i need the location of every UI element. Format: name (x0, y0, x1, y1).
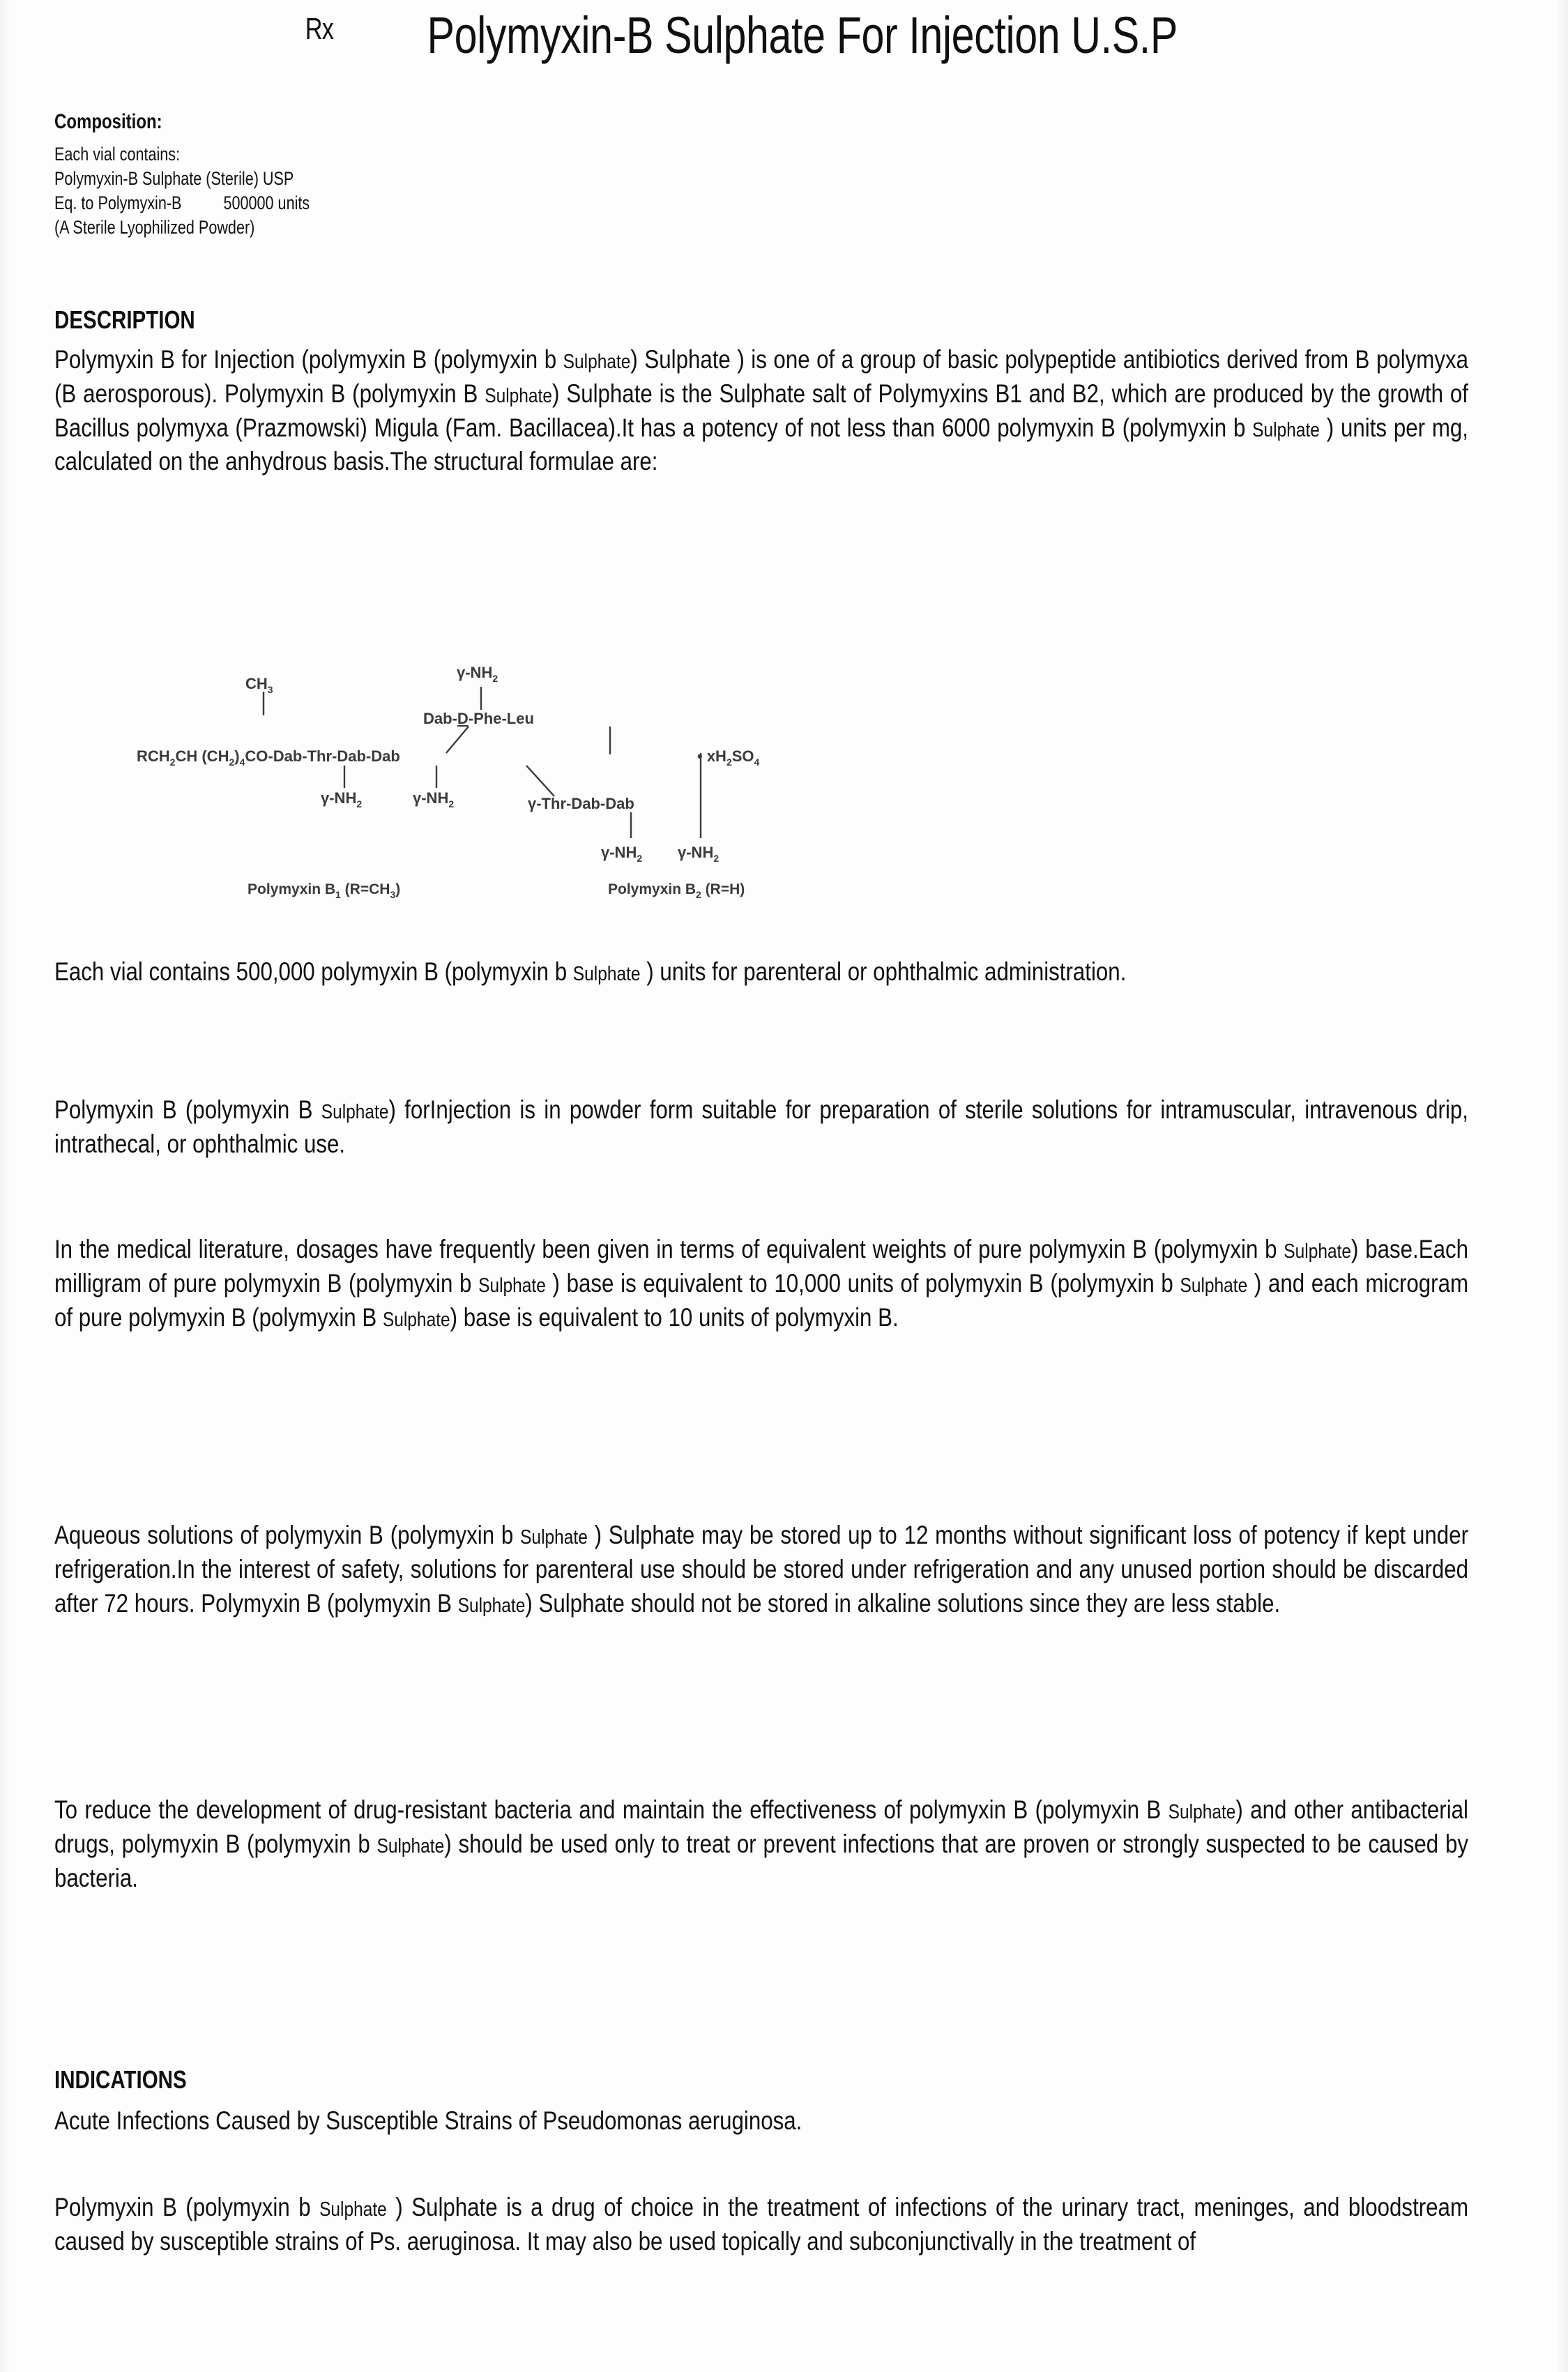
structure-caption-b1: Polymyxin $B_1$ $(R=CH_3)$ (248, 881, 401, 900)
structure-label-dab-phe-leu: Dab-D-Phe-Leu (423, 710, 534, 727)
sulphate-inline: Sulphate (319, 2198, 387, 2221)
text-run: ) Sulphate is the Sulphate salt of Polymyxins B1 and B2, which are produced by the growth of Bacillus polymyxa (Prazmowski) Migula (Fam. Bacillacea).It has a potency of not less than 6000 polymyxin B (polymyxin b (54, 379, 1468, 442)
paragraph-drug-resistance (54, 1793, 1468, 1895)
text-run: ) base.Each milligram of pure polymyxin B (polymyxin b (54, 1235, 1468, 1298)
text-run: ) Sulphate ) is one of a group of basic polypeptide antibiotics derived from B polymyxa (B aerosporous). Polymyxin B (polymyxin B (54, 345, 1468, 408)
bond-line (526, 766, 554, 796)
text-run: ) and each microgram of pure polymyxin B (polymyxin B (54, 1268, 1469, 1332)
paragraph-indications: Acute Infections Caused by Susceptible Strains of Pseudomonas aeruginosa. (54, 2106, 802, 2135)
text-run: Polymyxin B for Injection (polymyxin B (polymyxin b (54, 345, 563, 374)
scan-edge-left (0, 0, 10, 2372)
section-heading-description: DESCRIPTION (54, 305, 195, 334)
composition-heading: Composition: (54, 110, 162, 133)
structure-label-backbone: $RCH_2CH$ $(CH_2)_4CO-Dab-Thr-Dab$-Dab (137, 747, 400, 768)
text-run: Aqueous solutions of polymyxin B (polymyxin b (54, 1521, 521, 1549)
sulphate-inline: Sulphate (572, 963, 641, 985)
sulphate-inline: Sulphate (1168, 1801, 1236, 1823)
chemical-structure-diagram (0, 648, 1568, 906)
text-run: In the medical literature, dosages have frequently been given in terms of equivalent weights of pure polymyxin B (polymyxin b (54, 1235, 1284, 1263)
structure-label-nh2-c1: $\gamma-NH_2$ (601, 844, 643, 864)
composition-line-2: Eq. to Polymyxin-B 500000 units (54, 192, 310, 214)
page-title (0, 6, 1568, 65)
section-heading-indications: INDICATIONS (54, 2065, 187, 2094)
text-run: ) units for parenteral or ophthalmic administration. (640, 957, 1127, 986)
sulphate-inline: Sulphate (382, 1308, 450, 1331)
paragraph-powder-form (54, 1093, 1468, 1162)
text-run: ) base is equivalent to 10 units of polymyxin B. (450, 1302, 899, 1332)
paragraph-each-vial (54, 955, 1468, 989)
text-run: To reduce the development of drug-resistant bacteria and maintain the effectiveness of polymyxin B (polymyxin B (54, 1795, 1169, 1824)
sulphate-inline: Sulphate (457, 1594, 526, 1617)
sulphate-inline: Sulphate (1180, 1274, 1248, 1297)
structure-label-nh2-c2: $\gamma-NH_2$ (678, 844, 720, 864)
rx-symbol-icon: Rx (305, 11, 333, 46)
text-run: ) forInjection is in powder form suitable for preparation of sterile solutions for intramuscular, intravenous drip, intrathecal, or ophthalmic use. (54, 1095, 1468, 1158)
structure-label-thr-dab-dab: γ-Thr-Dab-Dab (528, 795, 634, 812)
paragraph-medical-literature (54, 1233, 1468, 1335)
text-run: ) base is equivalent to 10,000 units of polymyxin B (polymyxin b (545, 1268, 1180, 1298)
scan-edge-right (1557, 0, 1568, 2372)
sulphate-inline: Sulphate (478, 1274, 546, 1297)
text-run: ) Sulphate is a drug of choice in the treatment of infections of the urinary tract, meninges, and bloodstream caused by susceptible strains of Ps. aeruginosa. It may also be used topically and subconjunctivally in the treatment of (54, 2193, 1468, 2256)
paragraph-aqueous-solutions (54, 1519, 1468, 1620)
sulphate-inline: Sulphate (485, 384, 553, 407)
composition-line-3: (A Sterile Lyophilized Powder) (54, 217, 255, 238)
structure-label-nh2-top: $\gamma-NH_2$ (457, 664, 498, 684)
paragraph-description-intro (54, 343, 1468, 479)
sulphate-inline: Sulphate (321, 1101, 389, 1123)
structure-caption-b2: Polymyxin $B_2$ (R=H) (608, 881, 745, 900)
composition-line-0: Each vial contains: (54, 144, 181, 165)
text-run: ) units per mg, calculated on the anhydrous basis.The structural formulae are: (54, 413, 1468, 476)
text-run: ) and other antibacterial drugs, polymyxin B (polymyxin b (54, 1795, 1468, 1858)
structure-label-sulphate-salt: • $xH_2SO_4$ (697, 747, 760, 768)
sulphate-inline: Sulphate (520, 1526, 588, 1549)
composition-block (54, 110, 682, 240)
sulphate-inline: Sulphate (1284, 1240, 1352, 1263)
text-run: Polymyxin B (polymyxin b (54, 2193, 320, 2221)
composition-line-1: Polymyxin-B Sulphate (Sterile) USP (54, 168, 294, 190)
product-title-text: Polymyxin-B Sulphate For Injection U.S.P (427, 6, 1178, 64)
structure-label-nh2-b1: $\gamma-NH_2$ (321, 789, 363, 809)
sulphate-inline: Sulphate (563, 351, 631, 373)
structure-label-nh2-b2: $\gamma-NH_2$ (413, 789, 455, 809)
paragraph-drug-of-choice (54, 2191, 1468, 2259)
sulphate-inline: Sulphate (1252, 418, 1320, 441)
bond-line (446, 727, 469, 753)
text-run: Polymyxin B (polymyxin B (54, 1095, 321, 1124)
text-run: ) Sulphate may be stored up to 12 months without significant loss of potency if kept under refrigeration.In the interest of safety, solutions for parenteral use should be stored under refrigeration and any unused portion should be discarded after 72 hours. Polymyxin B (polymyxin B (54, 1521, 1468, 1618)
structure-label-ch3: $CH_3$ (245, 675, 273, 695)
text-run: ) should be used only to treat or prevent infections that are proven or strongly suspected to be caused by bacteria. (54, 1829, 1468, 1892)
sulphate-inline: Sulphate (376, 1834, 445, 1857)
text-run: ) Sulphate should not be stored in alkaline solutions since they are less stable. (525, 1588, 1281, 1618)
text-run: Each vial contains 500,000 polymyxin B (polymyxin b (54, 957, 573, 986)
